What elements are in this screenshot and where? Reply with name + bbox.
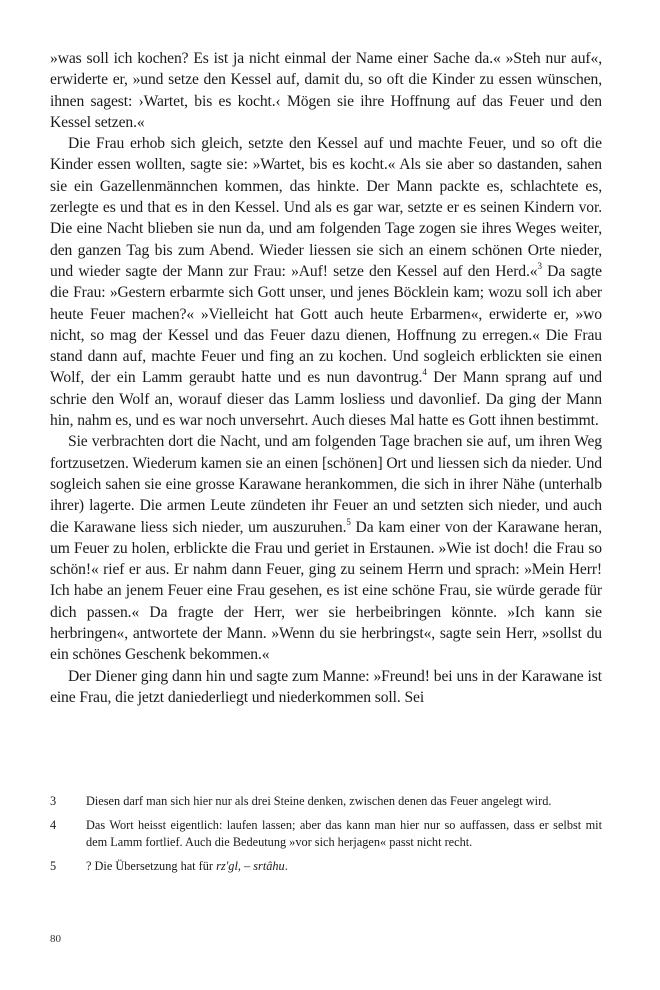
paragraph [50,133,602,431]
footnote-number: 4 [50,817,57,832]
page-body [50,48,602,708]
footnote-marker: 4 [422,367,427,378]
footnote-run: Diesen darf man sich hier nur als drei Steine denken, zwischen denen das Feuer angelegt wird. [86,794,552,808]
footnote-run: Das Wort heisst eigentlich: laufen lassen; aber das kann man hier nur so auffassen, dass er selbst mit dem Lamm fortlief. Auch die Bedeutung »vor sich herjagen« passt nicht recht. [86,817,602,849]
text-run: Da sagte die Frau: »Gestern erbarmte sich Gott unser, und jenes Böcklein kam; wozu soll ich aber heute Feuer machen?« »Vielleicht hat Gott auch heute Erbarmen«, erwiderte er, »wo nicht, so mag der Kessel und das Feuer dazu dienen, Hoffnung zu erregen.« Die Frau stand dann auf, machte Feuer und fing an zu kochen. Und sogleich erblickten sie einen Wolf, der ein Lamm geraubt hatte und es nun davontrug. [50,262,602,387]
text-run: »was soll ich kochen? Es ist ja nicht einmal der Name einer Sache da.« »Steh nur auf«, erwiderte er, »und setze den Kessel auf, damit du, so oft die Kinder zu essen wünschen, ihnen sagest: ›Wartet, bis es kocht.‹ Mögen sie ihre Hoffnung auf das Feuer und den Kessel setzen.« [50,50,602,131]
footnote [50,858,602,876]
paragraph [50,48,602,133]
footnote [50,793,602,811]
footnote-text [86,793,602,811]
footnotes [50,793,602,881]
paragraph [50,431,602,665]
text-run: Der Mann sprang auf und schrie den Wolf an, worauf dieser das Lamm losliess und davonlief. Da ging der Mann hin, nahm es, und es war noch unversehrt. Auch dieses Mal hatte es Gott ihnen bestimmt. [50,369,602,430]
footnote-number: 3 [50,794,57,808]
page-number: 80 [50,933,61,945]
text-run: Die Frau erhob sich gleich, setzte den Kessel auf und machte Feuer, und so oft die Kinder essen wollten, sagte sie: »Wartet, bis es kocht.« Als sie aber so dastanden, sahen sie ein Gazellenmännchen kommen, das hinkte. Der Mann packte es, schlachtete es, zerlegte es und that es in den Kessel. Und als es gar war, setzte er es seinen Kindern vor. Die eine Nacht blieben sie nun da, und am folgenden Tage zogen sie ihres Weges weiter, den ganzen Tag bis zum Abend. Wieder liessen sie sich an einem schönen Orte nieder, und wieder sagte der Mann zur Frau: »Auf! setze den Kessel auf den Herd.« [50,135,602,280]
footnote-run: . [284,858,288,873]
footnote-run: ? Die Übersetzung hat für [86,858,217,873]
footnote-text [86,817,602,852]
footnote-number: 5 [50,858,57,873]
footnote-run: , – [237,858,254,873]
footnote-marker: 3 [537,260,542,271]
footnote-text [86,858,602,876]
footnote-italic: srtâhu [253,858,285,873]
main-text [50,48,602,708]
footnote [50,817,602,852]
footnote-italic: rz'gl [216,858,238,873]
text-run: Der Diener ging dann hin und sagte zum Manne: »Freund! bei uns in der Karawane ist eine Frau, die jetzt daniederliegt und niederkommen soll. Sei [50,667,602,706]
footnote-marker: 5 [346,516,351,527]
paragraph [50,666,602,709]
text-run: Sie verbrachten dort die Nacht, und am folgenden Tage brachen sie auf, um ihren Weg fortzusetzen. Wiederum kamen sie an einen [schönen] Ort und liessen sich da nieder. Und sogleich sahen sie eine grosse Karawane herankommen, die sich in ihrer Nähe (unterhalb ihrer) lagerte. Die armen Leute zündeten ihr Feuer an und setzten sich nieder, und auch die Karawane liess sich nieder, um auszuruhen. [50,433,602,536]
text-run: Da kam einer von der Karawane heran, um Feuer zu holen, erblickte die Frau und geriet in Erstaunen. »Wie ist doch! die Frau so schön!« rief er aus. Er nahm dann Feuer, ging zu seinem Herrn und sprach: »Mein Herr! Ich habe an jenem Feuer eine Frau gesehen, es ist eine schöne Frau, sie würde gerade für dich passen.« Da fragte der Herr, wer sie herbeibringen könnte. »Ich kann sie herbringen«, antwortete der Mann. »Wenn du sie herbringst«, sagte sein Herr, »sollst du ein schönes Geschenk bekommen.« [50,518,603,664]
